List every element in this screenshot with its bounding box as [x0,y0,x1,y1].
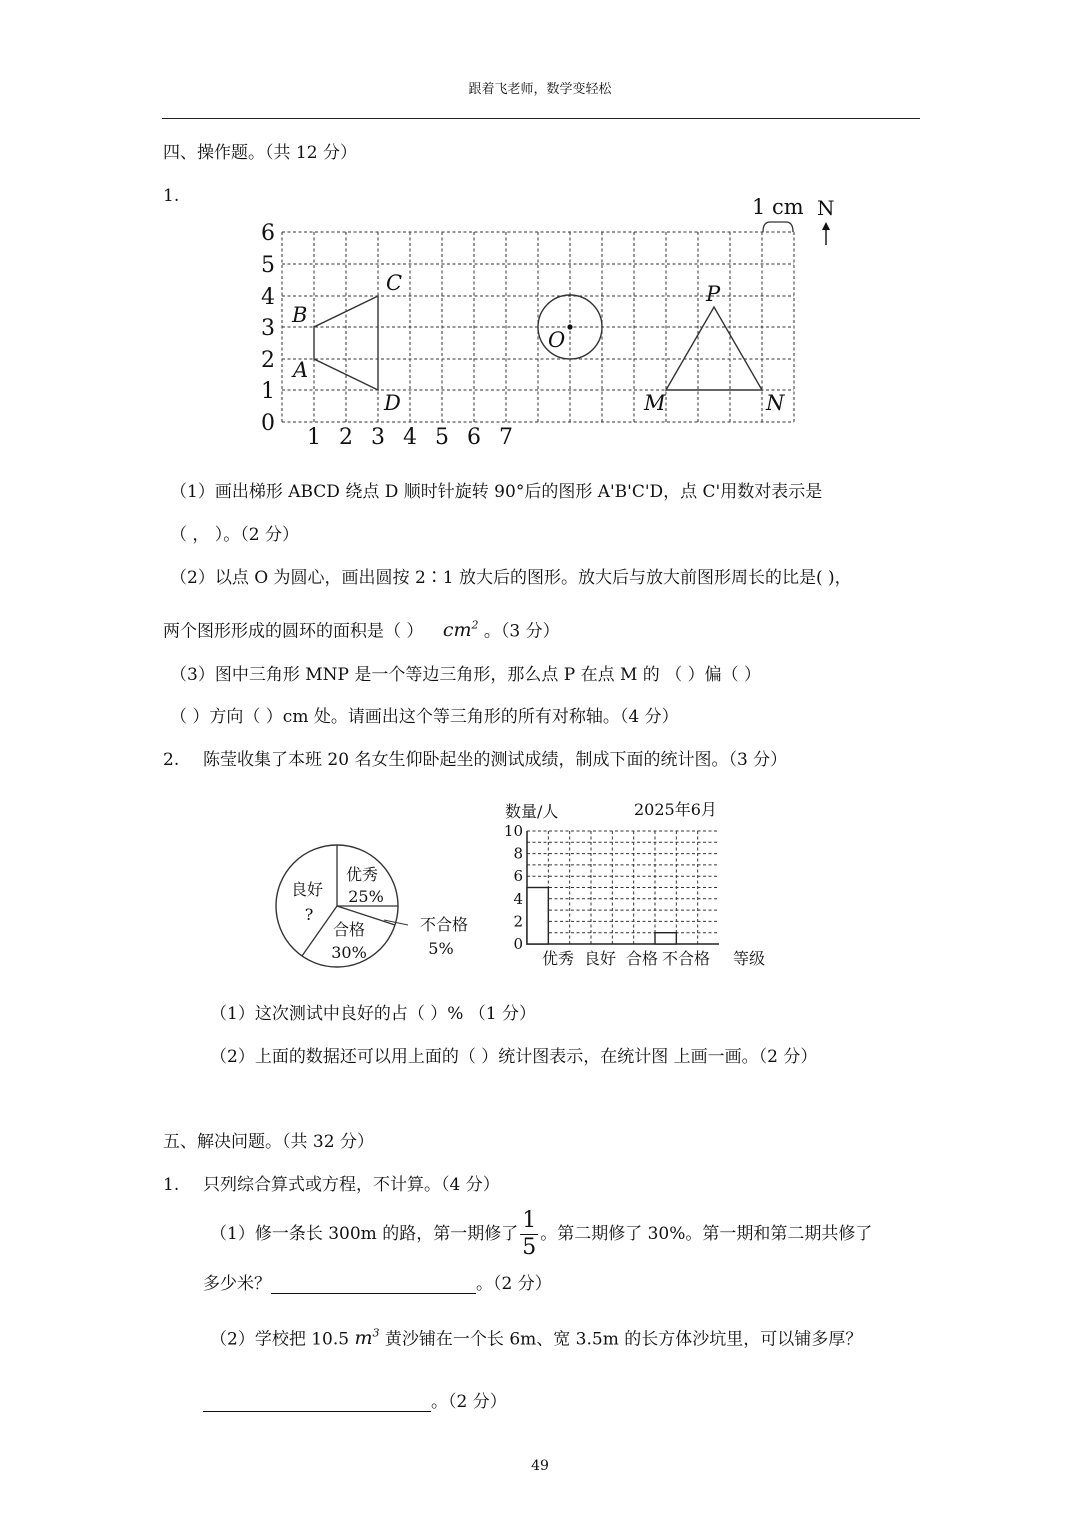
x-tick-4: 4 [403,425,417,450]
pie-value-excellent: 25% [348,887,384,906]
q1-3-line2: （ ）方向（ ）cm 处。请画出这个等三角形的所有对称轴。（4 分） [170,707,679,727]
fraction-one-fifth [520,1210,538,1259]
q1-number: 1. [163,186,180,206]
s5-q1-1-line2 [203,1276,552,1294]
x-tick-5: 5 [435,425,449,450]
q1-2-line2 [163,620,560,640]
label-m: M [644,391,666,415]
s5-q1-2-text-a: （2）学校把 10.5 [210,1329,350,1350]
s5-q1-1-tail: 。（2 分） [476,1274,552,1294]
fraction-numerator: 1 [522,1208,537,1233]
north-label: N [817,196,835,220]
s5-q1-2-line1 [210,1328,862,1348]
bar-chart [495,795,780,975]
y-tick-6: 6 [261,221,275,246]
pie-label-fail: 不合格 [419,915,469,934]
bar-chart-grid [527,831,719,944]
bar-y-tick-8: 8 [513,844,523,863]
section5-title: 五、解决问题。（共 32 分） [163,1132,374,1152]
section4-title: 四、操作题。（共 12 分） [163,143,357,163]
bar-category-0: 优秀 [541,949,575,968]
bar-不合格 [655,933,676,944]
q2-2: （2）上面的数据还可以用上面的（ ）统计图表示，在统计图 上画一画。（2 分） [210,1047,818,1067]
bar-chart-ylabel: 数量/人 [505,802,559,821]
s5-q1-1-line1 [210,1210,872,1259]
bar-y-tick-4: 4 [513,889,523,908]
bar-chart-categories [542,949,710,968]
s5-q1-number: 1. [163,1175,180,1195]
s5-q1-text: 只列综合算式或方程，不计算。（4 分） [203,1175,500,1195]
coordinate-grid-figure [250,190,850,452]
s5-q1-2-text-b: 黄沙铺在一个长 6m、宽 3.5m 的长方体沙坑里，可以铺多厚？ [384,1329,863,1350]
q1-3-line1: （3）图中三角形 MNP 是一个等边三角形，那么点 P 在点 M 的 （ ）偏（ ） [170,665,762,685]
label-c: C [386,271,403,295]
q2-text: 陈莹收集了本班 20 名女生仰卧起坐的测试成绩，制成下面的统计图。（3 分） [203,750,788,770]
s5-q1-1-text-b: 。第二期修了 30%。第一期和第二期共修了 [540,1224,873,1244]
fraction-denominator: 5 [522,1235,537,1260]
bar-y-tick-0: 0 [513,935,523,953]
q1-2-line1: （2）以点 O 为圆心，画出圆按 2∶1 放大后的图形。放大后与放大前图形周长的比是( )， [170,568,852,588]
bar-category-2: 合格 [625,949,659,968]
q1-1-line1: （1）画出梯形 ABCD 绕点 D 顺时针旋转 90°后的图形 A'B'C'D，点 C'用数对表示是 [170,482,823,502]
label-d: D [384,391,401,415]
label-n: N [766,391,785,415]
x-tick-7: 7 [499,425,513,450]
s5-q1-2-line2 [203,1394,507,1412]
triangle-mnp [666,307,762,390]
q1-2-line2-tail: 。（3 分） [483,621,560,642]
bar-chart-xlabel: 等级 [733,949,766,968]
pie-value-fail: 5% [428,939,454,958]
scale-label: 1 cm [752,195,804,219]
center-o-dot [567,324,572,329]
bar-chart-title: 2025年6月 [634,800,717,819]
bar-y-tick-6: 6 [513,867,523,886]
y-tick-2: 2 [261,348,275,373]
answer-blank-1[interactable] [271,1276,476,1294]
pie-label-pass: 合格 [332,920,366,939]
q1-1-line2: （ ， ）。（2 分） [170,525,300,545]
label-p: P [706,282,721,306]
bar-category-1: 良好 [583,949,617,968]
q2-number: 2. [163,750,180,770]
header-rule [162,118,920,119]
x-tick-6: 6 [467,425,481,450]
y-tick-0: 0 [261,411,275,436]
label-a: A [293,358,309,382]
unit-cm2: $cm^2$ [442,619,479,642]
x-tick-3: 3 [371,425,385,450]
y-tick-1: 1 [261,379,275,404]
unit-m3: $m^3$ [354,1327,380,1350]
s5-q1-1-text-a: （1）修一条长 300m 的路，第一期修了 [210,1224,519,1244]
answer-blank-2[interactable] [203,1394,431,1412]
bar-chart-bars [527,888,676,945]
page-number: 49 [531,1458,549,1474]
q2-1: （1）这次测试中良好的占（ ）% （1 分） [210,1004,536,1024]
y-tick-3: 3 [261,316,275,341]
pie-value-good: ? [304,905,314,924]
pie-value-pass: 30% [331,943,367,962]
bar-chart-y-ticks [504,822,523,953]
y-tick-5: 5 [261,253,275,278]
pie-label-excellent: 优秀 [345,865,379,884]
s5-q1-1-question: 多少米？ [203,1274,271,1294]
bar-优秀 [527,888,548,945]
q1-2-line2-text: 两个图形形成的圆环的面积是（ ） [163,621,424,642]
label-o: O [548,328,566,352]
page-header: 跟着飞老师，数学变轻松 [468,82,612,97]
pie-chart [268,840,488,975]
pie-label-good: 良好 [290,880,324,899]
s5-q1-2-tail: 。（2 分） [431,1392,507,1412]
x-tick-1: 1 [307,425,321,450]
north-arrow-head [822,222,830,230]
x-tick-2: 2 [339,425,353,450]
scale-brace [763,222,793,232]
bar-category-3: 不合格 [661,949,711,968]
bar-y-tick-10: 10 [503,822,523,840]
y-tick-4: 4 [261,285,275,310]
label-b: B [292,303,308,327]
bar-y-tick-2: 2 [513,912,523,931]
